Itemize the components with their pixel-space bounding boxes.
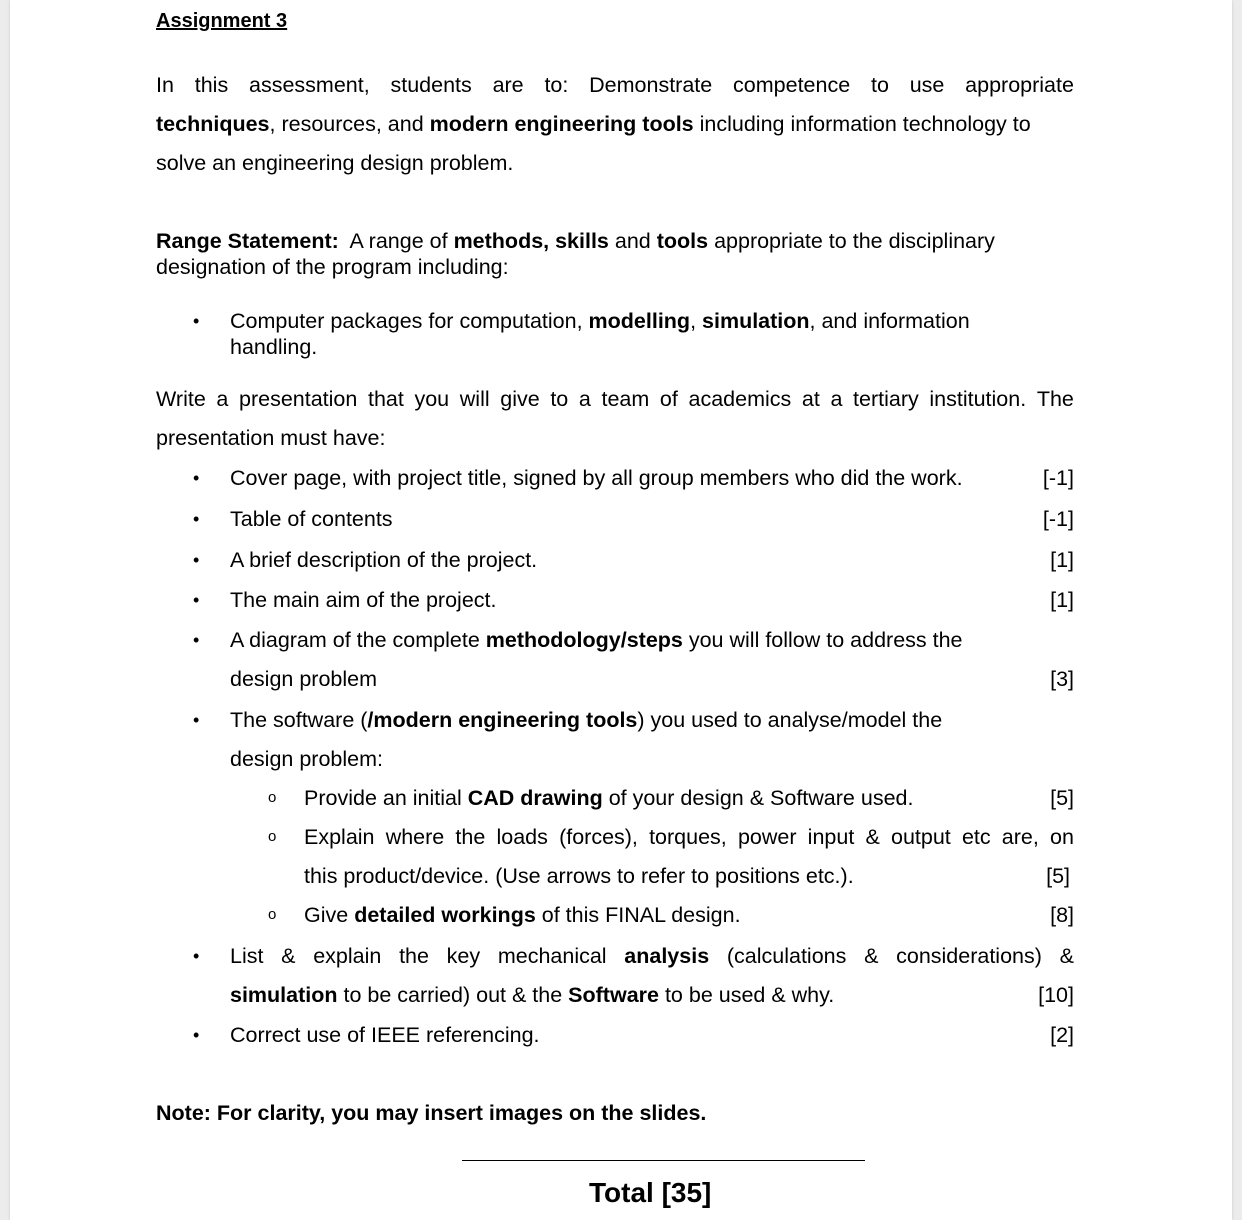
word: will [459,387,490,411]
word: (forces), [559,825,638,849]
word: & [865,825,880,849]
assignment-heading: Assignment 3 [156,10,288,32]
write-line-2: presentation must have: [156,426,386,450]
word: institution. [929,387,1027,411]
word: that [367,387,404,411]
mark-cad: [5] [1050,786,1074,810]
word: give [500,387,540,411]
word: of [659,387,678,411]
word: where [385,825,445,849]
word: to [870,73,889,97]
total-score: Total [35] [589,1177,712,1208]
intro-line-2: techniques, resources, and modern engineering tools including information technology to [156,112,1031,136]
mark-desc: [1] [1050,548,1074,572]
word: & [281,944,296,968]
word: a [216,387,229,411]
note-text: Note: For clarity, you may insert images on the slides. [156,1101,707,1125]
word: on [1050,825,1074,849]
mark-loads: [5] [1046,864,1070,888]
range-statement-line-1: Range Statement: A range of methods, skills and tools appropriate to the disciplinary [156,229,995,253]
word: torques, [649,825,727,849]
word: input [807,825,855,849]
document-page: Assignment 3 In this assessment, students are to: Demonstrate competence to use appropriate techniques, resources, and modern engineering tools including information technology to solve an engineering design problem. Range Statement: A range of methods, skills and tools appropriate to the disciplinary designation of the program including: • Computer packages for computation, modelling, simulation, and information handling. Write a presentation that you will give to a team of academics at a tertiary institution. The presentation must have: • Cover page, with project title, signed by all group members who did the work. [-1] • Table of contents [-1] • A brief description of the project. [1] • The main aim of the project. [1] • A diagram of the complete methodology/steps you will follow to address the design problem [3] • The software (/modern engineering tools) you used to analyse/model the design problem: o Provide an initial CAD drawing of your design & Software used. [5] o Explain where the loads (forces), torques, power input & output etc are, on this product/device. (Use arrows to refer to positions etc.). [5] o Give detailed workings of this FINAL design. [8] • List & explain the key mechanical analysis (calculations & considerations) & simulation to be carried) out & the Software to be used & why. [10] • Correct use of IEEE referencing. [2] Note: For clarity, you may insert images on the slides. Total [35] [10,0,1232,1220]
mark-cover: [-1] [1042,466,1074,490]
word: a [830,387,843,411]
word: assessment, [249,73,370,97]
word: appropriate [965,73,1074,97]
word: academics [688,387,792,411]
word: output [890,825,951,849]
packages-line-2: handling. [230,335,318,359]
word: the [399,944,429,968]
bullet-glyph: • [193,311,200,331]
word: & [864,944,879,968]
word: presentation [239,387,358,411]
word: Explain [304,825,375,849]
word: at [801,387,820,411]
word: competence [733,73,851,97]
word: considerations) [896,944,1042,968]
word: List [230,944,264,968]
word: Write [156,387,206,411]
word: to: [544,73,569,97]
word: loads [496,825,548,849]
mark-diagram: [3] [1050,667,1074,691]
word: you [414,387,450,411]
word: this [194,73,229,97]
intro-line-3: solve an engineering design problem. [156,151,514,175]
word: power [737,825,797,849]
word: use [909,73,945,97]
packages-line-1: Computer packages for computation, modelling, simulation, and information [230,309,970,333]
word: mechanical [497,944,607,968]
intro-line-1 [156,72,1074,98]
range-statement-line-2: designation of the program including: [156,255,509,279]
write-line-1 [156,386,1074,412]
word: tertiary [853,387,919,411]
word: etc [961,825,991,849]
word: & [1059,944,1074,968]
word: students [390,73,472,97]
word: explain [313,944,382,968]
word: team [601,387,650,411]
word: In [156,73,174,97]
word: The [1036,387,1074,411]
total-rule [462,1160,865,1161]
mark-aim: [1] [1050,588,1074,612]
word: analysis [624,944,710,968]
word: to [550,387,569,411]
mark-toc: [-1] [1042,507,1074,531]
word: the [455,825,486,849]
word: are, [1001,825,1039,849]
word: a [578,387,591,411]
word: Demonstrate [589,73,713,97]
mark-ieee: [2] [1050,1023,1074,1047]
word: are [492,73,524,97]
word: key [446,944,481,968]
mark-analysis: [10] [1038,983,1074,1007]
word: (calculations [726,944,847,968]
mark-workings: [8] [1050,903,1074,927]
